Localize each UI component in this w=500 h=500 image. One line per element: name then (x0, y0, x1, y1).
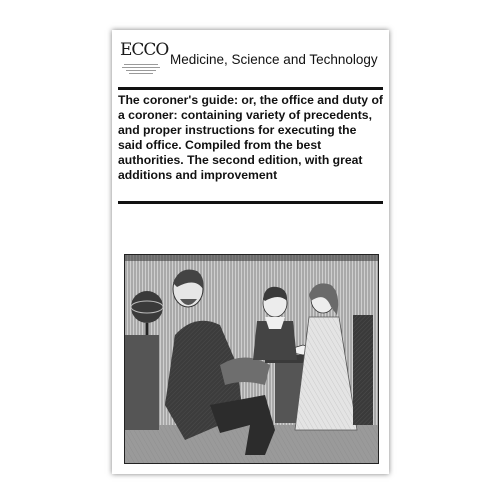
engraving-art (125, 255, 378, 463)
basket (220, 358, 270, 386)
bottom-rule (118, 201, 383, 204)
logo-text: ECCO (120, 40, 169, 60)
globe-icon (131, 291, 163, 323)
series-name: Medicine, Science and Technology (170, 52, 378, 67)
top-rule (118, 87, 383, 90)
series-header (118, 36, 383, 83)
ecco-logo (120, 39, 169, 81)
cover-engraving (124, 254, 379, 464)
book-title: The coroner's guide: or, the office and duty of a coroner: containing variety of precedents, and proper instructions for executing the said office. Compiled from the best authorities. The second edition, with great additions and improvement (118, 93, 383, 182)
logo-fine-print (121, 62, 161, 80)
book-cover (112, 30, 389, 474)
